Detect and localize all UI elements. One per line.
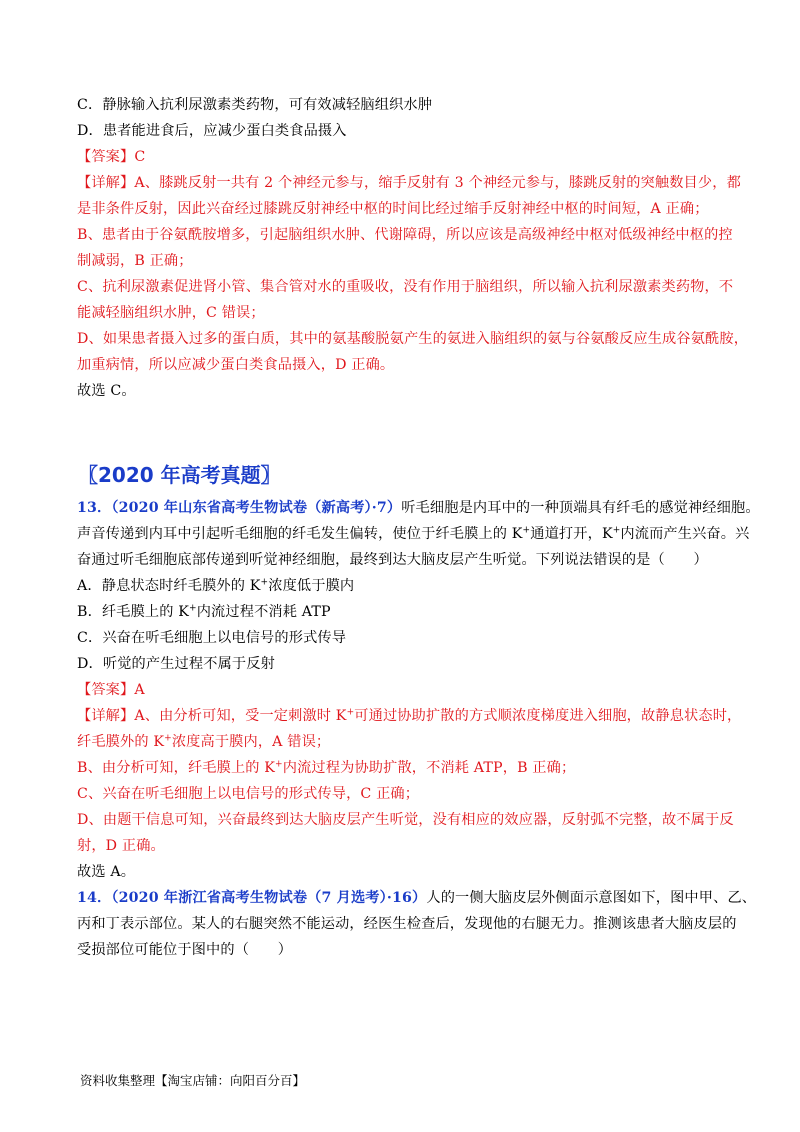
stem-text: 内流而产生兴奋。兴 (620, 526, 750, 542)
question-number: 13． (77, 500, 112, 516)
stem-text: 听毛细胞是内耳中的一种顶端具有纤毛的感觉神经细胞。 (401, 500, 760, 516)
detail-line: 能减轻脑组织水肿，C 错误； (77, 305, 265, 321)
detail-line: D、如果患者摄入过多的蛋白质，其中的氨基酸脱氨产生的氨进入脑组织的氨与谷氨酸反应生成谷氨酰胺， (77, 331, 749, 347)
superscript: + (189, 603, 197, 614)
option-text: 内流过程不消耗 ATP (196, 604, 331, 620)
stem-line (77, 522, 750, 547)
detail-line: 是非条件反射，因此兴奋经过膝跳反射神经中枢的时间比经过缩手反射神经中枢的时间短，A 正确； (77, 201, 709, 217)
conclusion: 故选 C。 (77, 383, 136, 399)
answer-value: A (134, 682, 145, 698)
detail-line (77, 730, 730, 755)
question-source: （2020 年浙江省高考生物试卷（7 月选考）·16） (111, 890, 427, 906)
option-c: C．兴奋在听毛细胞上以电信号的形式传导 (77, 630, 347, 646)
stem-line: 丙和丁表示部位。某人的右腿突然不能运动，经医生检查后，发现他的右腿无力。推测该患者大脑皮层的 (77, 916, 737, 932)
detail-line: B、患者由于谷氨酰胺增多，引起脑组织水肿、代谢障碍，所以应该是高级神经中枢对低级神经中枢的控 (77, 227, 733, 243)
page-footer: 资料收集整理【淘宝店铺：向阳百分百】 (80, 1073, 306, 1088)
answer-line (77, 678, 730, 703)
stem-line: 受损部位可能位于图中的（ ） (77, 942, 293, 958)
option-a (77, 574, 730, 599)
stem-text: 人的一侧大脑皮层外侧面示意图如下，图中甲、乙、 (426, 890, 757, 906)
detail-label: 【详解】 (77, 708, 135, 724)
detail-text: 浓度高于膜内，A 错误； (171, 734, 331, 750)
detail-text: 内流过程为协助扩散，不消耗 ATP，B 正确； (282, 760, 576, 776)
answer-value: C (134, 149, 146, 165)
question-source: （2020 年山东省高考生物试卷（新高考）·7） (111, 500, 402, 516)
option-text: B．纤毛膜上的 K (77, 604, 190, 620)
section-heading: 〖2020 年高考真题〗 (78, 463, 281, 487)
option-c: C．静脉输入抗利尿激素类药物，可有效减轻脑组织水肿 (77, 97, 433, 113)
detail-text: A、由分析可知，受一定刺激时 K (134, 708, 347, 724)
question-number: 14． (77, 890, 112, 906)
detail-text: 纤毛膜外的 K (77, 734, 165, 750)
option-d: D．听觉的产生过程不属于反射 (77, 656, 275, 672)
detail-line: C、抗利尿激素促进肾小管、集合管对水的重吸收，没有作用于脑组织，所以输入抗利尿激素类药物，不 (77, 279, 734, 295)
detail-text: 可通过协助扩散的方式顺浓度梯度进入细胞，故静息状态时， (354, 708, 742, 724)
detail-line: 制减弱，B 正确； (77, 253, 193, 269)
option-b (77, 600, 730, 625)
detail-line (77, 704, 742, 729)
superscript: + (346, 707, 355, 718)
detail-line (77, 171, 741, 196)
detail-line: C、兴奋在听毛细胞上以电信号的形式传导，C 正确； (77, 786, 420, 802)
option-text: A．静息状态时纤毛膜外的 K (77, 578, 261, 594)
option-d: D．患者能进食后，应减少蛋白类食品摄入 (77, 123, 347, 139)
detail-line: 加重病情，所以应减少蛋白类食品摄入，D 正确。 (77, 357, 395, 373)
superscript: + (164, 733, 172, 744)
detail-text: A、膝跳反射一共有 2 个神经元参与，缩手反射有 3 个神经元参与，膝跳反射的突触数目少，都 (134, 175, 741, 191)
detail-line (77, 756, 730, 781)
option-text: 浓度低于膜内 (268, 578, 355, 594)
answer-label: 【答案】 (77, 682, 135, 698)
stem-text: 声音传递到内耳中引起听毛细胞的纤毛发生偏转，使位于纤毛膜上的 K (77, 526, 523, 542)
answer-line (77, 145, 730, 170)
stem-line: 奋通过听毛细胞底部传递到听觉神经细胞，最终到达大脑皮层产生听觉。下列说法错误的是（ ） (77, 552, 708, 568)
stem-text: 通道打开，K (530, 526, 613, 542)
detail-line: 射，D 正确。 (77, 838, 165, 854)
superscript: + (612, 525, 621, 536)
detail-label: 【详解】 (77, 175, 135, 191)
detail-text: B、由分析可知，纤毛膜上的 K (77, 760, 276, 776)
superscript: + (522, 525, 531, 536)
question-13-stem (77, 496, 760, 521)
conclusion: 故选 A。 (77, 864, 136, 880)
superscript: + (275, 759, 283, 770)
detail-line: D、由题干信息可知，兴奋最终到达大脑皮层产生听觉，没有相应的效应器，反射弧不完整，故不属于反 (77, 812, 734, 828)
answer-label: 【答案】 (77, 149, 135, 165)
question-14-stem (77, 886, 757, 911)
superscript: + (260, 577, 269, 588)
